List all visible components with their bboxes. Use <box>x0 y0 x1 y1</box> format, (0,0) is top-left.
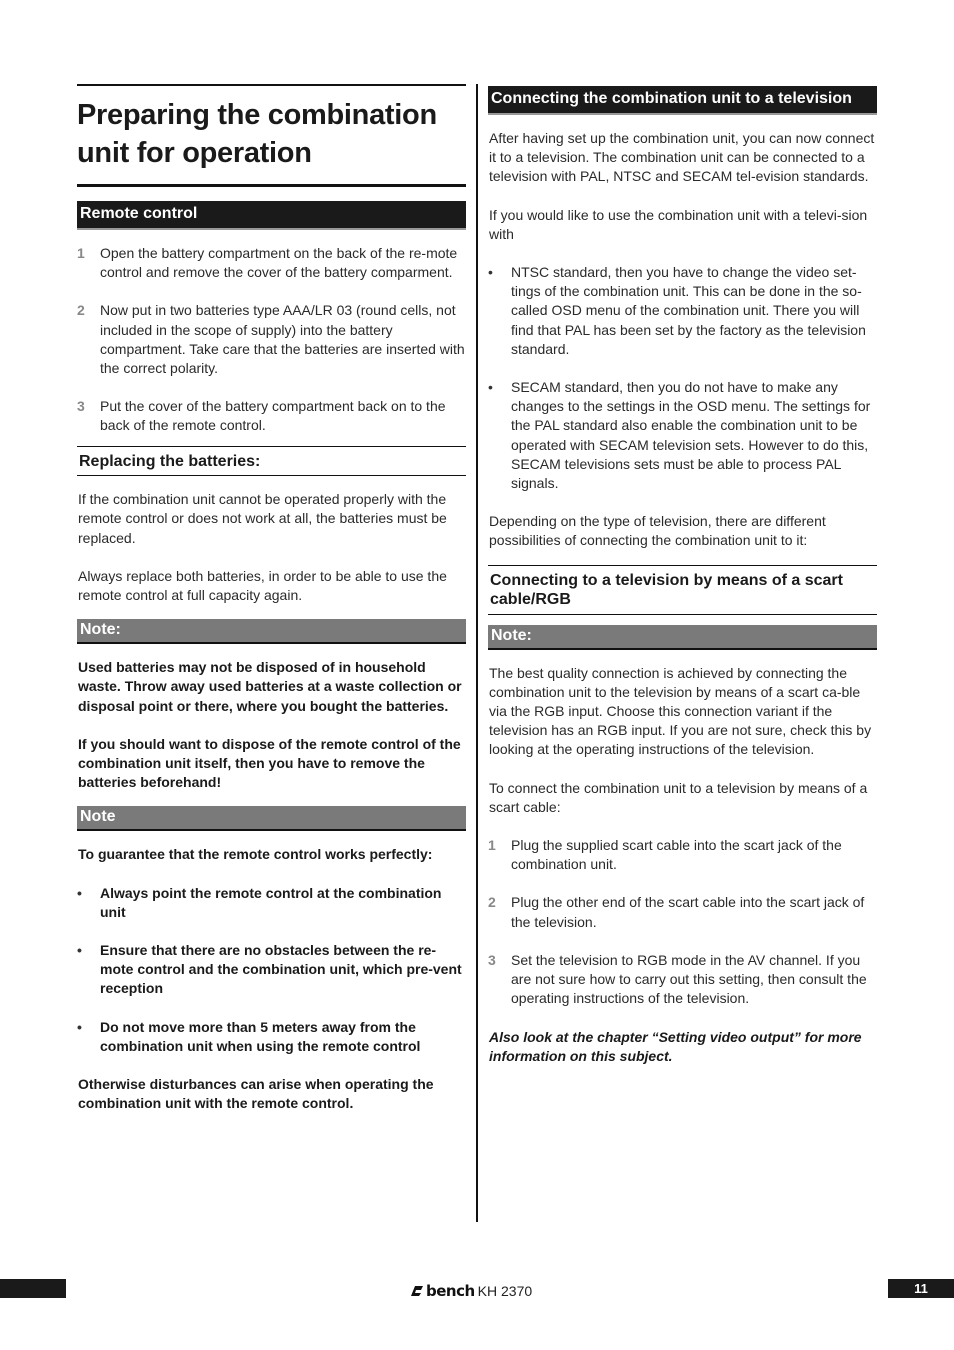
tv-connection-heading: Connecting the combination unit to a television <box>488 86 877 115</box>
bullet-text: SECAM standard, then you do not have to make any changes to the settings in the OSD menu. The settings for the PAL standard also enable the combination unit to be operated with SECAM television sets. However to do this, SECAM televisions sets must be able to process PAL signals. <box>511 379 871 492</box>
footer-brand <box>409 1281 532 1301</box>
right-column <box>488 84 877 1066</box>
step-number: 3 <box>488 951 496 968</box>
page-title-block <box>77 84 466 187</box>
step-text: Set the television to RGB mode in the AV channel. If you are not sure how to carry out this setting, then consult the operating instructions of the television. <box>511 951 867 1007</box>
brand-name: bench <box>426 1282 475 1300</box>
step-text: Plug the supplied scart cable into the scart jack of the combination unit. <box>511 837 842 873</box>
list-item <box>488 951 877 1009</box>
brand-logo <box>409 1282 475 1300</box>
list-item <box>488 378 877 493</box>
bullet-text: Do not move more than 5 meters away from the combination unit when using the remote control <box>100 1018 421 1054</box>
list-item <box>77 397 466 435</box>
tv-paragraph-3: Depending on the type of television, there are different possibilities of connecting the combination unit to it: <box>489 513 826 549</box>
step-number: 2 <box>77 302 85 319</box>
page-title: Preparing the combination unit for operation <box>77 99 437 169</box>
list-item <box>77 941 466 999</box>
remote-control-heading: Remote control <box>77 201 466 230</box>
column-divider <box>476 84 478 1222</box>
list-item <box>77 244 466 282</box>
step-text: Put the cover of the battery compartment back on to the back of the remote control. <box>100 398 446 434</box>
note-heading-2: Note <box>77 806 466 831</box>
step-text: Plug the other end of the scart cable into the scart jack of the television. <box>511 894 865 930</box>
left-column <box>77 84 466 1113</box>
note-outro: Otherwise disturbances can arise when operating the combination unit with the remote control. <box>78 1075 434 1112</box>
replacing-paragraph-1: If the combination unit cannot be operated properly with the remote control or does not work at all, the batteries must be replaced. <box>78 491 447 546</box>
note-heading: Note: <box>77 619 466 644</box>
note-paragraph-1: The best quality connection is achieved by connecting the combination unit to the television by means of a scart ca-ble via the RGB input. Choose this connection variant if the television has an RGB input. If you are not sure, check this by looking at the operating instructions of the television. <box>489 664 872 758</box>
step-number: 1 <box>488 837 496 854</box>
bullet-text: Ensure that there are no obstacles between the re-mote control and the combination unit, which pre-vent reception <box>100 941 462 997</box>
bullet-icon: • <box>488 264 493 281</box>
note-paragraph-2: To connect the combination unit to a television by means of a scart cable: <box>489 779 868 815</box>
footer-bar-left <box>0 1279 66 1298</box>
bullet-icon: • <box>77 941 82 958</box>
note-intro: To guarantee that the remote control works perfectly: <box>78 846 433 863</box>
bullet-icon: • <box>77 884 82 901</box>
bullet-icon: • <box>77 1018 82 1035</box>
list-item <box>488 263 877 359</box>
note-paragraph-1: Used batteries may not be disposed of in household waste. Throw away used batteries at a waste collection or disposal point or there, where you bought the batteries. <box>78 659 462 714</box>
list-item <box>77 301 466 378</box>
bullet-text: Always point the remote control at the combination unit <box>100 884 442 920</box>
list-item <box>488 836 877 874</box>
list-item <box>77 1018 466 1056</box>
bullet-text: NTSC standard, then you have to change the video set-tings of the combination unit. This can be done in the so-called OSD menu of the combination unit. There you will find that PAL has been set by the factory as the television standard. <box>511 264 866 357</box>
e-bench-logo-icon <box>409 1284 425 1298</box>
replacing-batteries-heading: Replacing the batteries: <box>77 446 466 477</box>
step-text: Now put in two batteries type AAA/LR 03 (round cells, not included in the scope of supply) into the battery compartment. Take care that the batteries are inserted with the correct polarity. <box>100 302 465 377</box>
closing-note: Also look at the chapter “Setting video output” for more information on this subject. <box>489 1028 862 1064</box>
step-number: 3 <box>77 398 85 415</box>
list-item <box>488 893 877 931</box>
note-paragraph-2: If you should want to dispose of the remote control of the combination unit itself, then you have to remove the batteries beforehand! <box>78 735 461 791</box>
step-number: 1 <box>77 245 85 261</box>
step-number: 2 <box>488 894 496 911</box>
list-item <box>77 884 466 922</box>
page-number: 11 <box>888 1279 954 1298</box>
bullet-icon: • <box>488 379 493 396</box>
note-heading: Note: <box>488 625 877 650</box>
tv-paragraph-2: If you would like to use the combination unit with a televi-sion with <box>489 206 868 242</box>
step-text: Open the battery compartment on the back of the re-mote control and remove the cover of the battery comparment. <box>100 245 458 281</box>
model-number: KH 2370 <box>477 1283 533 1299</box>
scart-heading: Connecting to a television by means of a scart cable/RGB <box>488 565 877 615</box>
tv-paragraph-1: After having set up the combination unit, you can now connect it to a television. The combination unit can be connected to a television with PAL, NTSC and SECAM tel-evision standards. <box>489 130 875 185</box>
replacing-paragraph-2: Always replace both batteries, in order to be able to use the remote control at full capacity again. <box>78 567 447 603</box>
